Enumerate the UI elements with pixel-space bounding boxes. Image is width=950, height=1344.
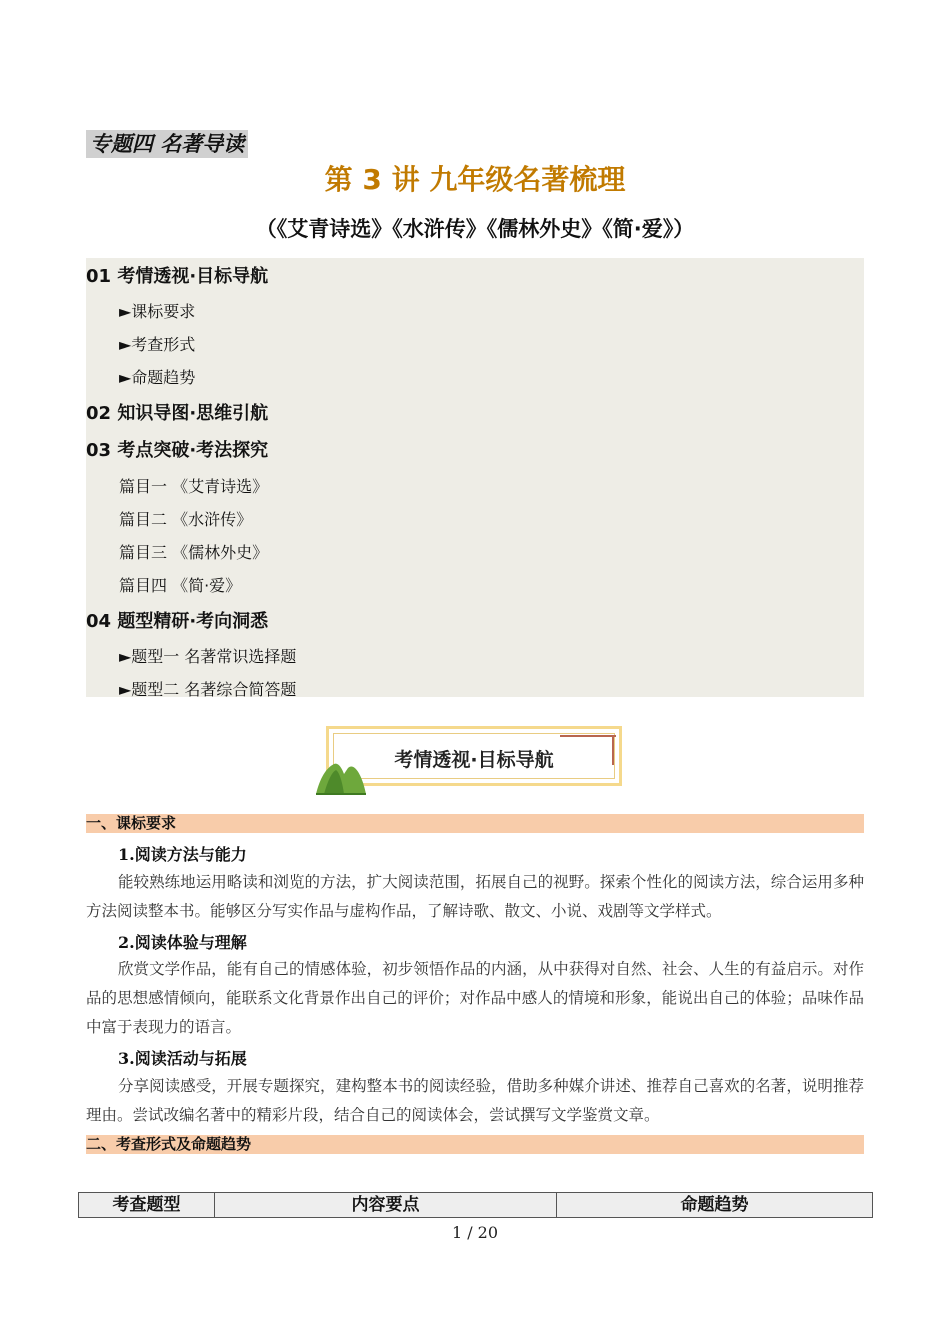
paragraph: 欣赏文学作品，能有自己的情感体验，初步领悟作品的内涵，从中获得对自然、社会、人生的有益启示。对作品的思想感情倾向，能联系文化背景作出自己的评价；对作品中感人的情境和形象，能说出自己的体验；品味作品中富于表现力的语言。 [86,960,864,1036]
toc-item[interactable]: 04 题型精研·考向洞悉 [86,611,269,632]
hills-icon [314,738,368,796]
subheading-reading-activities: 3.阅读活动与拓展 [118,1049,247,1068]
table-header-cell: 命题趋势 [680,1195,749,1215]
toc-item[interactable]: ►命题趋势 [119,368,196,387]
section-header-curriculum: 一、课标要求 [86,814,864,833]
banner-decor-line [560,735,616,737]
exam-table-header [78,1192,873,1218]
section-header-exam-forms: 二、考查形式及命题趋势 [86,1135,864,1154]
paragraph: 分享阅读感受，开展专题探究，建构整本书的阅读经验，借助多种媒介讲述、推荐自己喜欢的名著，说明推荐理由。尝试改编名著中的精彩片段，结合自己的阅读体会，尝试撰写文学鉴赏文章。 [86,1077,864,1124]
toc-item[interactable]: ►题型二 名著综合简答题 [119,680,297,699]
table-of-contents [86,258,864,697]
toc-item[interactable]: ►课标要求 [119,302,196,321]
toc-item[interactable]: 篇目二 《水浒传》 [119,510,253,529]
toc-item[interactable]: 篇目四 《简·爱》 [119,576,242,595]
lecture-title: 第 3 讲 九年级名著梳理 [324,163,626,196]
toc-item[interactable]: 篇目一 《艾青诗选》 [119,477,269,496]
topic-label: 专题四 名著导读 [86,130,248,158]
table-header-cell: 考查题型 [79,1193,215,1217]
toc-item[interactable]: 篇目三 《儒林外史》 [119,543,269,562]
toc-item[interactable]: 01 考情透视·目标导航 [86,266,269,287]
toc-item[interactable]: 03 考点突破·考法探究 [86,440,269,461]
banner-decor-line [612,735,614,765]
toc-item[interactable]: ►题型一 名著常识选择题 [119,647,297,666]
toc-item[interactable]: ►考查形式 [119,335,196,354]
paragraph: 能较熟练地运用略读和浏览的方法，扩大阅读范围，拓展自己的视野。探索个性化的阅读方法，综合运用多种方法阅读整本书。能够区分写实作品与虚构作品，了解诗歌、散文、小说、戏剧等文学样式。 [86,873,864,920]
subheading-reading-experience: 2.阅读体验与理解 [118,933,247,952]
toc-item[interactable]: 02 知识导图·思维引航 [86,403,269,424]
table-header-cell: 内容要点 [215,1193,557,1217]
book-list-subtitle: （《艾青诗选》《水浒传》《儒林外史》《简·爱》） [255,217,695,241]
subheading-reading-methods: 1.阅读方法与能力 [118,845,247,864]
page-number: 1 / 20 [451,1223,499,1242]
banner-title: 考情透视·目标导航 [394,749,554,771]
